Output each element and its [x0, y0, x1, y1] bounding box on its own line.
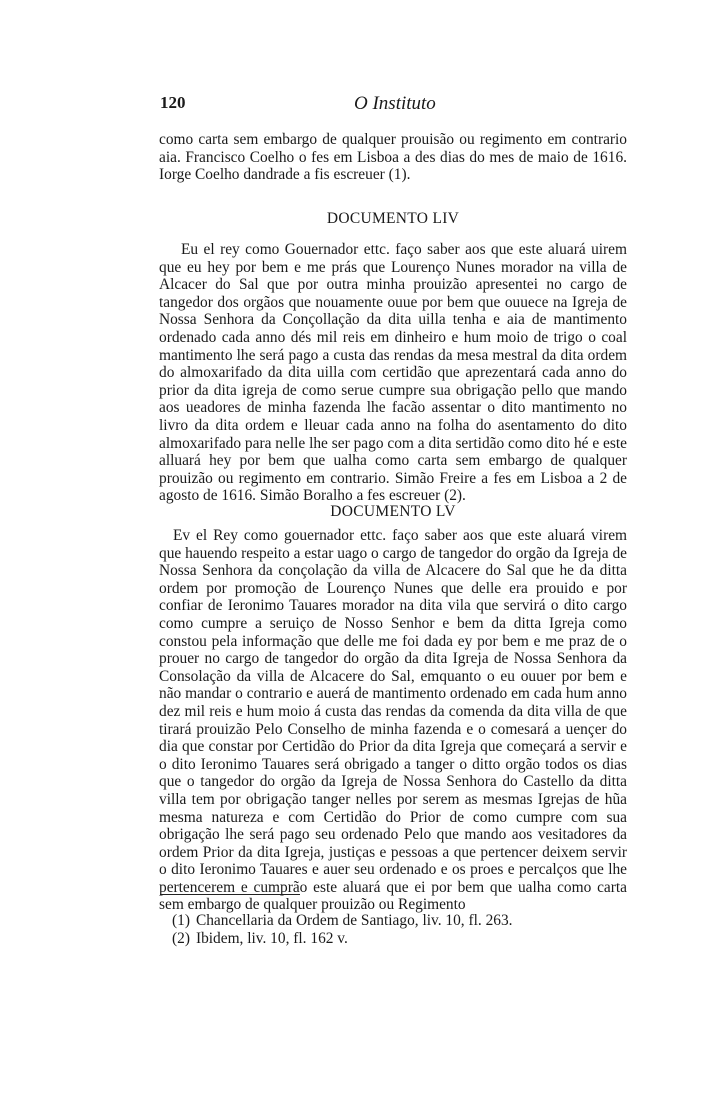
footnote-mark: (2) [172, 929, 190, 947]
heading-documento-lv: DOCUMENTO LV [330, 503, 456, 520]
page-number: 120 [160, 93, 186, 112]
continuation-paragraph: como carta sem embargo de qualquer prouisão ou regimento em contrario aia. Francisco Coelho o fes em Lisboa a des dias do mes de maio de 1616. Iorge Coelho dandrade a fis escreuer (1). [159, 131, 627, 184]
footnote-2 [172, 930, 513, 948]
footnote-text: Chancellaria da Ordem de Santiago, liv. 10, fl. 263. [195, 912, 513, 929]
documento-liv-paragraph: Eu el rey como Gouernador ettc. faço saber aos que este aluará uirem que eu hey por bem e me prás que Lourenço Nunes morador na villa de Alcacer do Sal que por outra minha prouizão apresentei no cargo de tangedor dos orgãos que nouamente ouue por bem que ouuece na Igreja de Nossa Senhora da Conçollação da dita uilla tenha e aia de mantimento ordenado cada anno dés mil reis em dinheiro e hum moio de trigo o coal mantimento lhe será pago a custa das rendas da mesa mestral da dita ordem do almoxarifado da dita uilla com certidão que aprezentará cada anno do prior da dita igreja de como serue cumpre sua obrigação pello que mando aos ueadores de minha fazenda lhe facão assentar o dito mantimento no livro da dita ordem e lleuar cada anno na folha do asentamento do dito almoxarifado para nelle lhe ser pago com a dita sertidão como dito hé e este alluará hey por bem que ualha como carta sem embargo de qualquer prouizão ou regimento em contrario. Simão Freire a fes em Lisboa a 2 de agosto de 1616. Simão Boralho a fes escreuer (2). [159, 241, 627, 505]
page-header [160, 93, 630, 119]
footnote-divider [160, 894, 300, 895]
documento-lv-paragraph: Ev el Rey como gouernador ettc. faço saber aos que este aluará virem que hauendo respeito a estar uago o cargo de tangedor do orgão da Igreja de Nossa Senhora da conçolação da villa de Alcacere do Sal que he da ditta ordem por promoção de Lourenço Nunes que delle era prouido e por confiar de Ieronimo Tauares morador na dita vila que servirá o dito cargo como cumpre a seruiço de Nosso Senhor e bem da ditta Igreja como constou pela informação que delle me foi dada ey por bem e me praz de o prouer no cargo de tangedor do orgão da dita Igreja de Nossa Senhora da Consolação da villa de Alcacere do Sal, emquanto o eu ouuer por bem e não mandar o contrario e auerá de mantimento ordenado em cada hum anno dez mil reis e hum moio á custa das rendas da comenda da dita villa de que tirará prouizão Pelo Conselho de minha fazenda e o comesará a uençer do dia que constar por Certidão do Prior da dita Igreja que começará a servir e o dito Ieronimo Tauares será obrigado a tanger o ditto orgão todos os dias que o tangedor do orgão da Igreja de Nossa Senhora do Castello da ditta villa tem por obrigação tanger nelles por serem as mesmas Igrejas de hũa mesma natureza e com Certidão do Prior de como cumpre com sua obrigação lhe será pago seu ordenado Pelo que mando aos vesitadores da ordem Prior da dita Igreja, justiças e pessoas a que pertencer deixem servir o dito Ieronimo Tauares e auer seu ordenado e os proes e percalços que lhe pertencerem e cumprão este aluará que ei por bem que ualha como carta sem embargo de qualquer prouizão ou Regimento [159, 527, 627, 914]
heading-documento-liv: DOCUMENTO LIV [326, 210, 460, 227]
footnotes [172, 912, 513, 947]
footnote-1 [172, 912, 513, 930]
footnote-mark: (1) [172, 912, 190, 929]
footnote-text: Ibidem, liv. 10, fl. 162 v. [195, 929, 348, 947]
running-title: O Instituto [354, 93, 436, 114]
